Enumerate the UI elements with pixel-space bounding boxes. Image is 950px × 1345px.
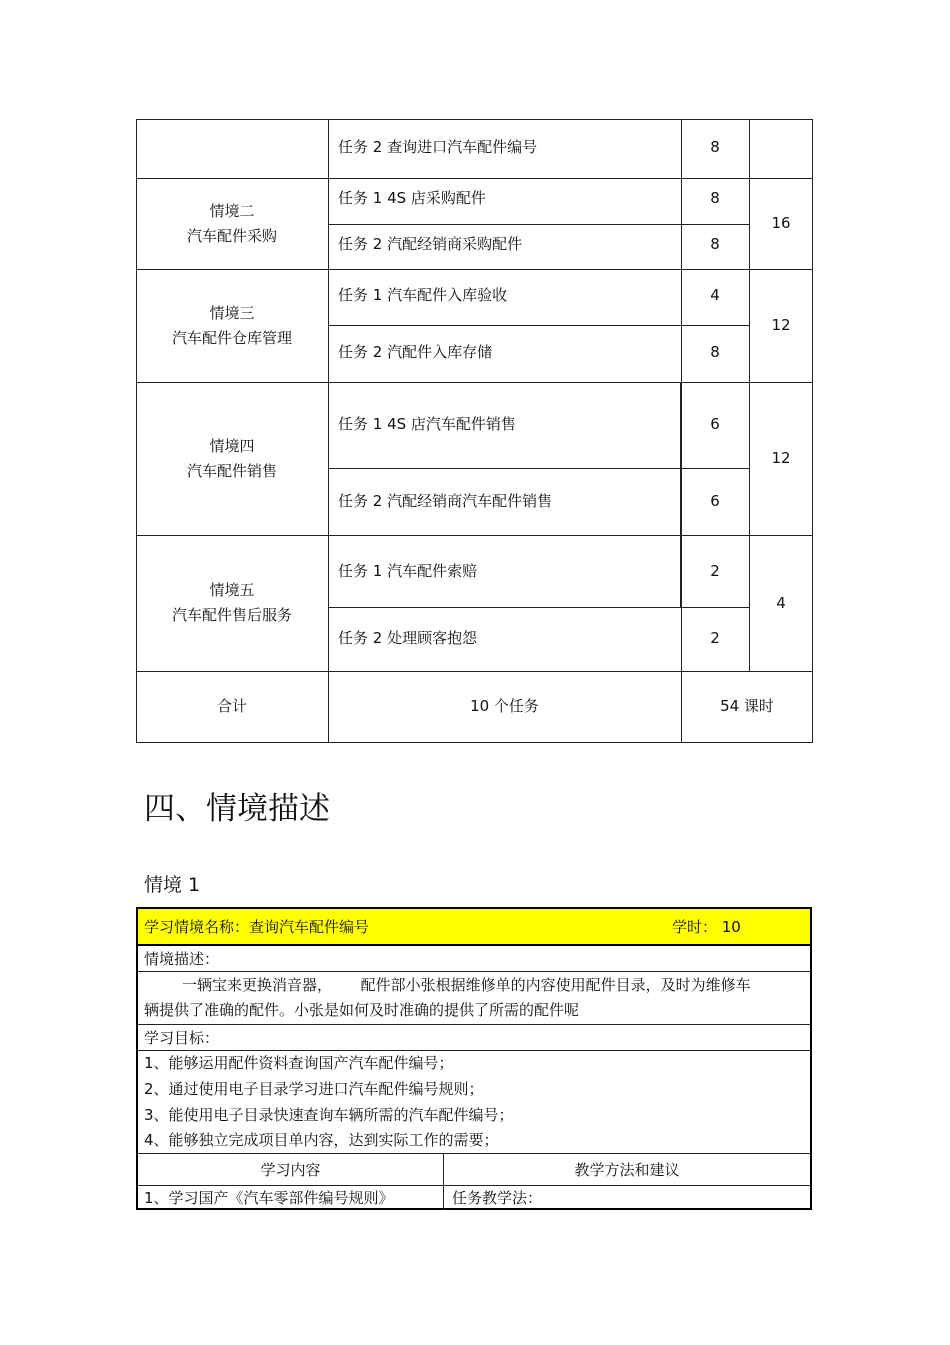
total-hours: 54 课时 [720,697,774,715]
hours-cell: 8 [710,138,720,156]
situation-cell [136,382,328,535]
situation-heading: 情境 1 [144,874,201,896]
hours-cell: 2 [710,561,720,580]
description-row [138,972,810,1025]
task-cell: 任务 1 4S 店采购配件 [338,188,486,207]
task-cell: 任务 2 处理顾客抱怨 [338,629,478,647]
goal-item: 1、能够运用配件资料查询国产汽车配件编号； [144,1054,454,1072]
hours-label: 学时： 10 [672,918,741,936]
situation-card [136,907,812,1210]
content-row [138,1186,810,1210]
hours-cell: 6 [710,414,720,433]
situation-title: 汽车配件采购 [186,226,277,245]
hours-cell: 8 [710,234,720,253]
situation-cell [136,535,328,671]
situation-title: 汽车配件售后服务 [171,606,292,624]
subtotal-cell: 4 [776,593,786,612]
goals-label: 学习目标： [144,1029,220,1047]
situation-name: 情境二 [209,201,255,220]
situation-title: 汽车配件仓库管理 [171,328,292,347]
description-line-2: 辆提供了准确的配件。小张是如何及时准确的提供了所需的配件呢 [144,1001,580,1019]
task-cell: 任务 2 查询进口汽车配件编号 [338,138,538,156]
hours-cell: 6 [710,491,720,510]
subtotal-cell: 12 [771,316,791,334]
situation-name: 情境四 [209,436,255,455]
section-title: 四、情境描述 [144,791,330,827]
hours-cell: 2 [710,629,720,647]
hours-cell: 8 [710,342,720,361]
goals-list [138,1051,810,1154]
situation-cell [136,178,328,269]
goal-item: 2、通过使用电子目录学习进口汽车配件编号规则； [144,1080,484,1098]
task-cell: 任务 2 汽配经销商汽车配件销售 [338,491,553,510]
hours-cell: 4 [710,285,720,304]
goal-item: 3、能使用电子目录快速查询车辆所需的汽车配件编号； [144,1106,514,1124]
description-label-row [138,946,810,972]
content-header-row [138,1154,810,1186]
situation-title: 汽车配件销售 [186,461,277,480]
task-cell: 任务 1 汽车配件索赔 [338,561,478,580]
goal-item: 4、能够独立完成项目单内容，达到实际工作的需要； [144,1131,499,1149]
total-tasks: 10 个任务 [470,697,539,715]
subtotal-cell: 12 [771,449,791,467]
content-col-header: 学习内容 [260,1161,321,1179]
situation-name: 情境五 [209,581,255,599]
task-cell: 任务 2 汽配经销商采购配件 [338,234,523,253]
subtotal-cell: 16 [771,214,791,232]
description-line-1: 一辆宝来更换消音器， 配件部小张根据维修单的内容使用配件目录，及时为维修车 [182,976,751,994]
task-cell: 任务 1 4S 店汽车配件销售 [338,414,516,433]
total-label: 合计 [216,697,247,715]
situation-name-label: 学习情境名称：查询汽车配件编号 [144,918,370,936]
card-header-row [138,909,810,946]
task-cell: 任务 1 汽车配件入库验收 [338,285,508,304]
hours-cell: 8 [710,188,720,207]
situation-cell [136,269,328,382]
description-label: 情境描述： [144,950,220,968]
goals-label-row [138,1025,810,1051]
method-item: 任务教学法： [452,1189,543,1207]
situation-name: 情境三 [209,303,255,322]
task-cell: 任务 2 汽配件入库存储 [338,342,493,361]
method-col-header: 教学方法和建议 [574,1161,680,1179]
content-item: 1、学习国产《汽车零部件编号规则》 [144,1189,394,1207]
